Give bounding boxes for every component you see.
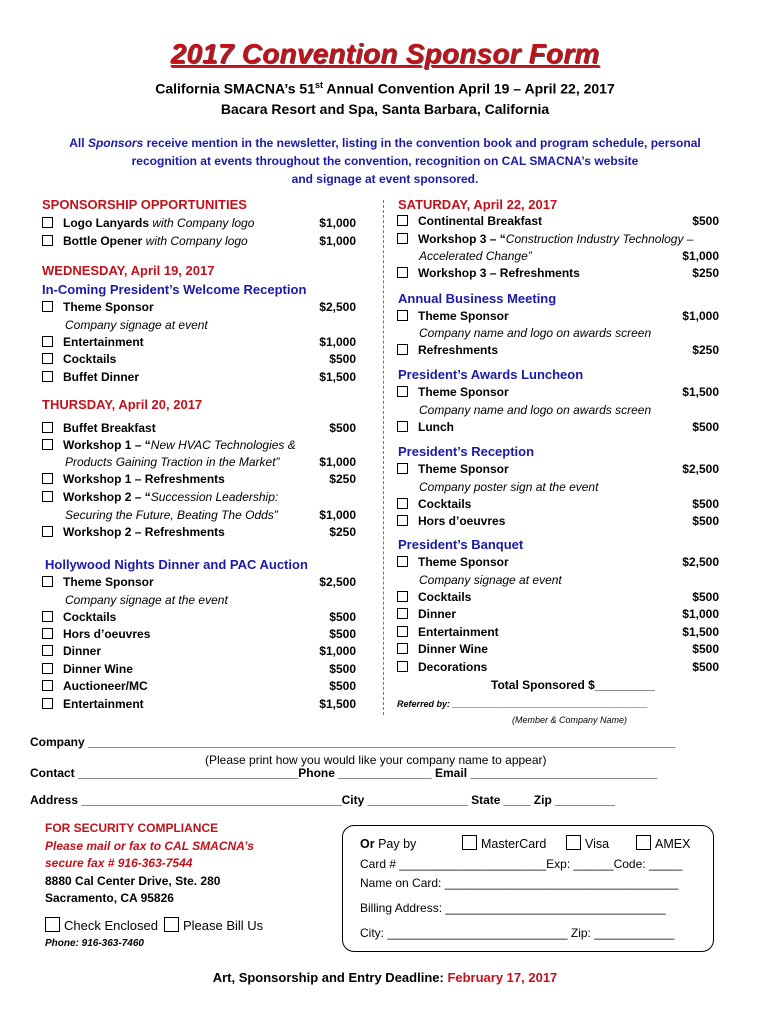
price: $500 xyxy=(692,497,719,511)
checkbox[interactable] xyxy=(397,498,408,509)
item-description: Products Gaining Traction in the Market” xyxy=(65,455,280,469)
thursday-heading: THURSDAY, April 20, 2017 xyxy=(42,397,203,412)
price: $1,000 xyxy=(682,607,719,621)
checkbox[interactable] xyxy=(397,608,408,619)
checkbox[interactable] xyxy=(42,645,53,656)
wednesday-heading: WEDNESDAY, April 19, 2017 xyxy=(42,263,215,278)
item-description: Accelerated Change” xyxy=(419,249,532,263)
presidents-banquet-heading: President’s Banquet xyxy=(398,537,524,552)
checkbox[interactable] xyxy=(397,386,408,397)
price: $500 xyxy=(329,662,356,676)
option-pb-theme[interactable]: Theme Sponsor xyxy=(397,554,509,571)
checkbox[interactable] xyxy=(42,235,53,246)
fax-number: secure fax # 916-363-7544 xyxy=(45,856,193,870)
price: $250 xyxy=(329,525,356,539)
price: $500 xyxy=(692,590,719,604)
checkbox[interactable] xyxy=(42,439,53,450)
presidents-reception-heading: President’s Reception xyxy=(398,444,535,459)
price: $500 xyxy=(692,514,719,528)
checkbox[interactable] xyxy=(397,215,408,226)
checkbox[interactable] xyxy=(42,491,53,502)
mail-instruction: Please mail or fax to CAL SMACNA’s xyxy=(45,839,254,853)
checkbox[interactable] xyxy=(636,835,651,850)
price: $500 xyxy=(329,627,356,641)
option-pb-cocktails[interactable]: Cocktails xyxy=(397,589,471,606)
checkbox[interactable] xyxy=(42,353,53,364)
option-thu-breakfast[interactable]: Buffet Breakfast xyxy=(42,420,156,437)
company-note: (Please print how you would like your company name to appear) xyxy=(205,753,547,767)
price: $250 xyxy=(329,472,356,486)
price: $1,000 xyxy=(319,216,356,230)
business-meeting-heading: Annual Business Meeting xyxy=(398,291,557,306)
price: $250 xyxy=(692,266,719,280)
checkbox[interactable] xyxy=(397,591,408,602)
checkbox[interactable] xyxy=(397,310,408,321)
price: $1,000 xyxy=(682,309,719,323)
option-abm-theme[interactable]: Theme Sponsor xyxy=(397,308,509,325)
price: $500 xyxy=(329,679,356,693)
city-zip-field[interactable]: City: ___________________________ Zip: ____________ xyxy=(360,926,675,940)
option-abm-refreshments[interactable]: Refreshments xyxy=(397,342,498,359)
mail-address-2: Sacramento, CA 95826 xyxy=(45,891,174,905)
price: $500 xyxy=(692,660,719,674)
price: $1,000 xyxy=(319,455,356,469)
checkbox[interactable] xyxy=(42,526,53,537)
checkbox[interactable] xyxy=(164,917,179,932)
option-wed-entertainment[interactable]: Entertainment xyxy=(42,334,144,351)
company-field[interactable]: Company ________________________________________________________________________________________ xyxy=(30,735,676,749)
price: $2,500 xyxy=(682,462,719,476)
checkbox[interactable] xyxy=(42,628,53,639)
option-pb-dinner[interactable]: Dinner xyxy=(397,606,456,623)
option-pb-dinner-wine[interactable]: Dinner Wine xyxy=(397,641,488,658)
price: $500 xyxy=(692,420,719,434)
checkbox[interactable] xyxy=(42,680,53,691)
hollywood-heading: Hollywood Nights Dinner and PAC Auction xyxy=(45,557,308,572)
price: $1,000 xyxy=(682,249,719,263)
column-divider xyxy=(383,200,384,715)
price: $1,500 xyxy=(319,370,356,384)
billing-address-field[interactable]: Billing Address: _________________________________ xyxy=(360,901,666,915)
price: $2,500 xyxy=(682,555,719,569)
referred-by-field[interactable]: Referred by: _______________________________________ xyxy=(397,699,648,709)
mail-address-1: 8880 Cal Center Drive, Ste. 280 xyxy=(45,874,221,888)
checkbox[interactable] xyxy=(45,917,60,932)
price: $1,000 xyxy=(319,335,356,349)
option-hw-auctioneer[interactable]: Auctioneer/MC xyxy=(42,678,148,695)
checkbox[interactable] xyxy=(397,233,408,244)
option-pr-hors[interactable]: Hors d’oeuvres xyxy=(397,513,505,530)
checkbox[interactable] xyxy=(397,463,408,474)
checkbox[interactable] xyxy=(397,626,408,637)
total-sponsored-field[interactable]: Total Sponsored $_________ xyxy=(491,678,655,692)
item-description: Company name and logo on awards screen xyxy=(419,326,652,340)
item-description: Company signage at event xyxy=(419,573,562,587)
price: $250 xyxy=(692,343,719,357)
option-sat-workshop3[interactable]: Workshop 3 – “Construction Industry Technology – xyxy=(397,231,693,248)
option-thu-ws2-refreshments[interactable]: Workshop 2 – Refreshments xyxy=(42,524,225,541)
item-description: Company signage at the event xyxy=(65,593,228,607)
price: $1,000 xyxy=(319,234,356,248)
checkbox[interactable] xyxy=(42,336,53,347)
option-pb-decorations[interactable]: Decorations xyxy=(397,659,487,676)
option-pr-theme[interactable]: Theme Sponsor xyxy=(397,461,509,478)
item-description: Company signage at event xyxy=(65,318,208,332)
checkbox[interactable] xyxy=(397,344,408,355)
price: $2,500 xyxy=(319,300,356,314)
item-description: Securing the Future, Beating The Odds” xyxy=(65,508,278,522)
option-hw-dinner-wine[interactable]: Dinner Wine xyxy=(42,661,133,678)
checkbox[interactable] xyxy=(397,267,408,278)
price: $500 xyxy=(329,421,356,435)
checkbox[interactable] xyxy=(397,556,408,567)
price: $500 xyxy=(329,610,356,624)
price: $1,000 xyxy=(319,644,356,658)
price: $500 xyxy=(692,214,719,228)
name-on-card-field[interactable]: Name on Card: ___________________________________ xyxy=(360,876,679,890)
opportunities-heading: SPONSORSHIP OPPORTUNITIES xyxy=(42,197,247,212)
option-thu-workshop1[interactable]: Workshop 1 – “New HVAC Technologies & xyxy=(42,437,296,454)
checkbox[interactable] xyxy=(42,611,53,622)
checkbox[interactable] xyxy=(397,661,408,672)
price: $500 xyxy=(329,352,356,366)
pay-by-options: Or Pay by xyxy=(360,837,417,851)
price: $1,500 xyxy=(319,697,356,711)
address-field[interactable]: Address _______________________________________City _______________ State ____ Zip _________ xyxy=(30,793,616,807)
checkbox[interactable] xyxy=(566,835,581,850)
checkbox[interactable] xyxy=(42,217,53,228)
option-pal-lunch[interactable]: Lunch xyxy=(397,419,454,436)
checkbox[interactable] xyxy=(42,663,53,674)
option-wed-cocktails[interactable]: Cocktails xyxy=(42,351,116,368)
option-thu-workshop2[interactable]: Workshop 2 – “Succession Leadership: xyxy=(42,489,278,506)
option-hw-theme[interactable]: Theme Sponsor xyxy=(42,574,154,591)
option-logo-lanyards[interactable]: Logo Lanyards with Company logo xyxy=(42,215,254,232)
form-title: 2017 Convention Sponsor Form xyxy=(170,38,600,69)
option-wed-theme[interactable]: Theme Sponsor xyxy=(42,299,154,316)
contact-phone-email-field[interactable]: Contact _________________________________Phone ______________ Email ____________________________ xyxy=(30,766,658,780)
checkbox[interactable] xyxy=(42,576,53,587)
option-pr-cocktails[interactable]: Cocktails xyxy=(397,496,471,513)
convention-line: California SMACNA’s 51st Annual Convention April 19 – April 22, 2017 xyxy=(155,80,615,97)
item-description: Company poster sign at the event xyxy=(419,480,599,494)
checkbox[interactable] xyxy=(397,515,408,526)
referred-by-note: (Member & Company Name) xyxy=(512,715,628,725)
checkbox[interactable] xyxy=(462,835,477,850)
checkbox[interactable] xyxy=(397,643,408,654)
checkbox[interactable] xyxy=(42,371,53,382)
checkbox[interactable] xyxy=(42,422,53,433)
option-bottle-opener[interactable]: Bottle Opener with Company logo xyxy=(42,233,248,250)
price: $500 xyxy=(692,642,719,656)
option-hw-cocktails[interactable]: Cocktails xyxy=(42,609,116,626)
mastercard-option[interactable]: MasterCard xyxy=(462,837,546,852)
price: $1,500 xyxy=(682,625,719,639)
option-pb-entertainment[interactable]: Entertainment xyxy=(397,624,499,641)
option-hw-entertainment[interactable]: Entertainment xyxy=(42,696,144,713)
option-hw-dinner[interactable]: Dinner xyxy=(42,643,101,660)
price: $2,500 xyxy=(319,575,356,589)
option-wed-buffet[interactable]: Buffet Dinner xyxy=(42,369,139,386)
card-number-field[interactable]: Card # ______________________Exp: ______Code: _____ xyxy=(360,857,683,871)
visa-option[interactable]: Visa xyxy=(566,837,609,852)
price: $1,500 xyxy=(682,385,719,399)
price: $1,000 xyxy=(319,508,356,522)
checkbox[interactable] xyxy=(42,301,53,312)
intro-paragraph: All Sponsors receive mention in the newsletter, listing in the convention book and program schedule, personal recognition at events throughout the convention, recognition on CAL SMACNA’s website and signage at event sponsored. xyxy=(69,136,701,186)
awards-luncheon-heading: President’s Awards Luncheon xyxy=(398,367,584,382)
item-description: Company name and logo on awards screen xyxy=(419,403,652,417)
checkbox[interactable] xyxy=(397,421,408,432)
welcome-reception-heading: In-Coming President’s Welcome Reception xyxy=(42,282,307,297)
option-thu-ws1-refreshments[interactable]: Workshop 1 – Refreshments xyxy=(42,471,225,488)
amex-option[interactable]: AMEX xyxy=(636,837,690,852)
saturday-heading: SATURDAY, April 22, 2017 xyxy=(398,197,558,212)
deadline-line: Art, Sponsorship and Entry Deadline: February 17, 2017 xyxy=(212,970,558,985)
security-heading: FOR SECURITY COMPLIANCE xyxy=(45,821,219,835)
option-sat-ws3-refreshments[interactable]: Workshop 3 – Refreshments xyxy=(397,265,580,282)
option-pal-theme[interactable]: Theme Sponsor xyxy=(397,384,509,401)
phone-number: Phone: 916-363-7460 xyxy=(45,938,144,949)
checkbox[interactable] xyxy=(42,473,53,484)
option-sat-breakfast[interactable]: Continental Breakfast xyxy=(397,213,542,230)
option-hw-hors[interactable]: Hors d’oeuvres xyxy=(42,626,150,643)
check-enclosed-option[interactable]: Check Enclosed Please Bill Us xyxy=(45,918,263,934)
checkbox[interactable] xyxy=(42,698,53,709)
venue-line: Bacara Resort and Spa, Santa Barbara, California xyxy=(220,101,550,117)
